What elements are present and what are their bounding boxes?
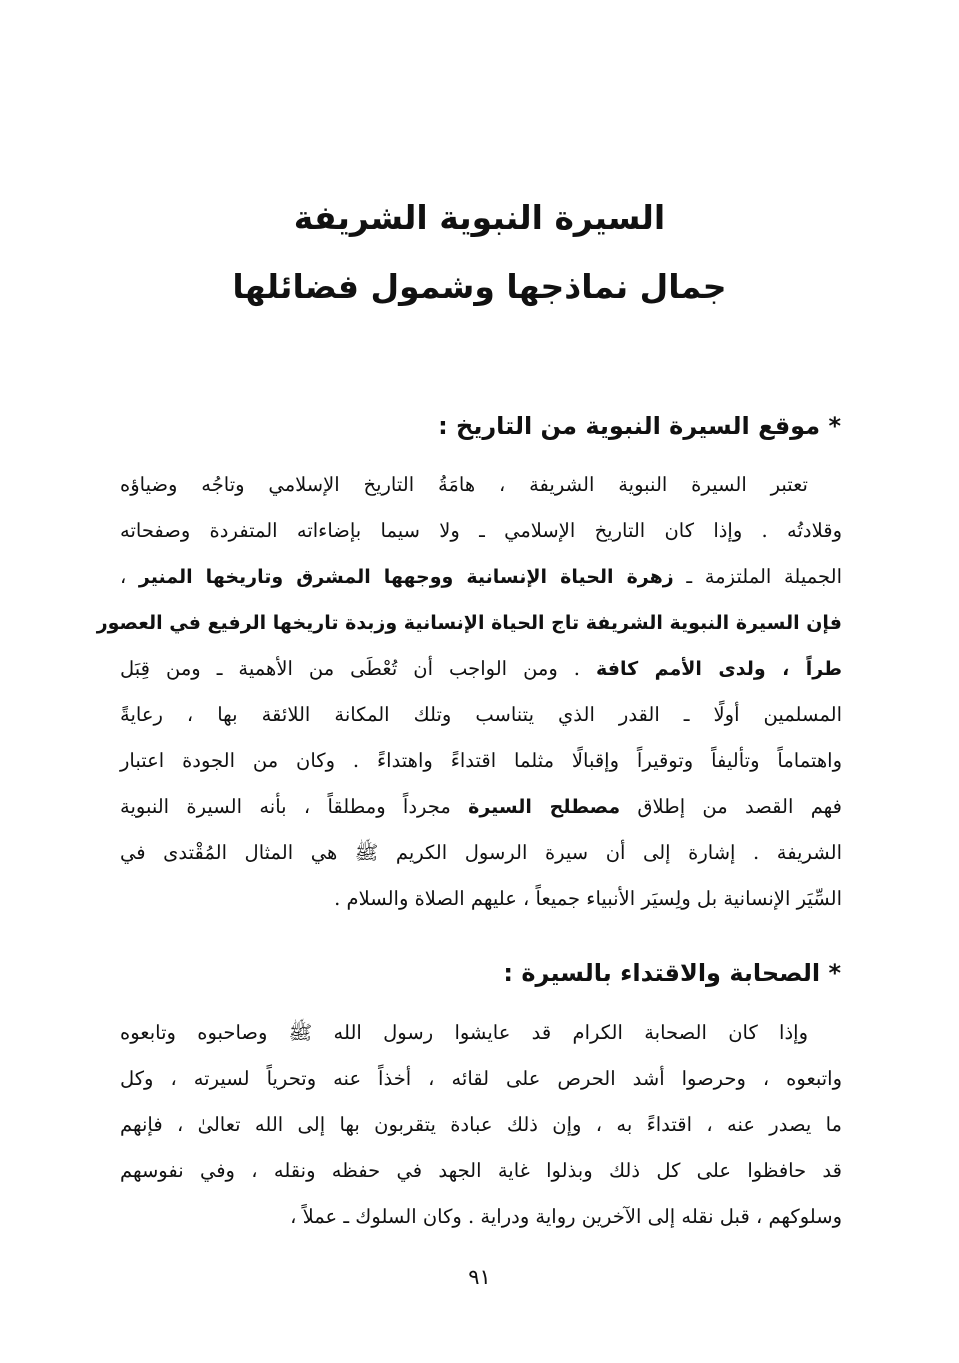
body-text: تعتبر السيرة النبوية الشريفة ، هامَةُ التاريخ الإسلامي وتاجُه وضياؤه [120, 473, 808, 496]
text-line [120, 692, 842, 738]
text-line [96, 600, 842, 646]
body-text: وإذا كان الصحابة الكرام قد عايشوا رسول الله ﷺ وصاحبوه وتابعوه [120, 1021, 808, 1044]
text-line [120, 554, 842, 600]
body-text: المسلمين أولًا ـ القدر الذي يتناسب وتلك المكانة اللائقة بها ، رعايةً [120, 703, 842, 726]
body-text: فهم القصد من إطلاق [620, 795, 842, 818]
text-line [120, 738, 842, 784]
body-text: واتبعوه ، وحرصوا أشد الحرص على لقائه ، أخذاً عنه وتحرياً لسيرته ، وكل [120, 1067, 842, 1090]
section-heading-history: * موقع السيرة النبوية من التاريخ : [438, 412, 841, 440]
section-heading-companions: * الصحابة والاقتداء بالسيرة : [503, 959, 841, 987]
text-line [120, 462, 842, 508]
body-text: واهتماماً وتأليفاً وتوقيراً وإقبالًا مثلما اقتداءً واهتداءً . وكان من الجودة اعتبار [120, 749, 842, 772]
section-body-history [96, 462, 842, 922]
body-text: الشريفة . إشارة إلى أن سيرة الرسول الكريم ﷺ هي المثال المُقْتدى في [120, 841, 842, 864]
text-line [120, 1148, 842, 1194]
body-text: . ومن الواجب أن تُعْطَى من الأهمية ـ ومن قِبَل [120, 657, 597, 680]
text-line [120, 508, 842, 554]
text-line [120, 1056, 842, 1102]
body-text: وسلوكهم ، قبل نقله إلى الآخرين رواية ودراية . وكان السلوك ـ عملاً ، [290, 1205, 842, 1228]
text-line [120, 646, 842, 692]
text-line [120, 830, 842, 876]
body-text: الجميلة الملتزمة ـ [673, 565, 842, 588]
text-line [120, 1102, 842, 1148]
text-line [120, 784, 842, 830]
text-line [120, 1194, 842, 1240]
body-text: ، [120, 565, 139, 588]
body-text: وقلادتُه . وإذا كان التاريخ الإسلامي ـ ولا سيما بإضاءاته المتفردة وصفحاته [120, 519, 842, 542]
text-line [120, 1010, 842, 1056]
text-line [120, 876, 842, 922]
section-body-companions [120, 1010, 842, 1240]
emphasized-text: فإن السيرة النبوية الشريفة تاج الحياة الإنسانية وزبدة تاريخها الرفيع في العصور [96, 612, 842, 634]
emphasized-text: مصطلح السيرة [468, 796, 621, 818]
page-number: ٩١ [468, 1265, 491, 1289]
chapter-subtitle: جمال نماذجها وشمول فضائلها [232, 267, 727, 306]
body-text: ما يصدر عنه ، اقتداءً به ، وإن ذلك عبادة يتقربون بها إلى الله تعالىٰ ، فإنهم [120, 1113, 842, 1136]
body-text: السِّيَر الإنسانية بل ولِسيَر الأنبياء جميعاً ، عليهم الصلاة والسلام . [334, 887, 842, 910]
chapter-title: السيرة النبوية الشريفة [293, 198, 666, 237]
body-text: مجرداً ومطلقاً ، بأنه السيرة النبوية [120, 795, 469, 818]
emphasized-text: طراً ، ولدى الأمم كافة [596, 658, 842, 680]
emphasized-text: زهرة الحياة الإنسانية ووجهها المشرق وتاريخها المنير [138, 566, 674, 588]
body-text: قد حافظوا على كل ذلك وبذلوا غاية الجهد في حفظه ونقله ، وفي نفوسهم [120, 1159, 842, 1182]
